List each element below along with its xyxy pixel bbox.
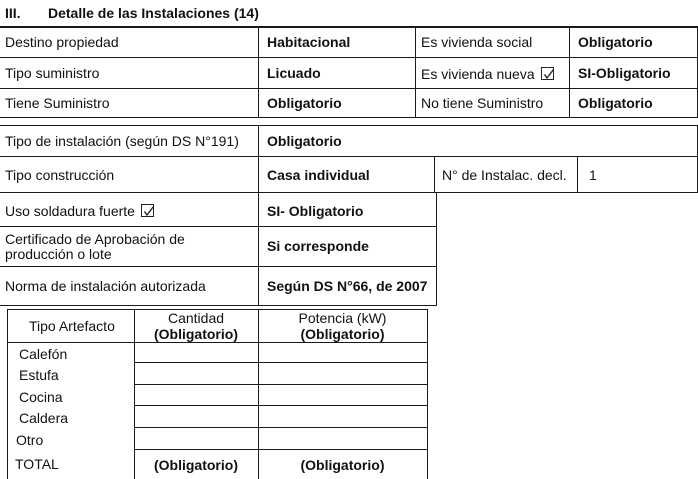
col-header-potencia-line1: Potencia (kW) — [298, 310, 387, 326]
num-instalaciones-value: 1 — [589, 167, 597, 183]
soldadura-label: Uso soldadura fuerte — [5, 203, 135, 219]
tipo-instalacion-value: Obligatorio — [267, 133, 342, 149]
destino-label: Destino propiedad — [5, 34, 119, 50]
col-header-potencia-line2: (Obligatorio) — [300, 326, 385, 342]
checkbox-checked-icon[interactable] — [141, 204, 154, 217]
tipo-construccion-value: Casa individual — [267, 167, 370, 183]
vivienda-nueva-field — [421, 66, 554, 82]
total-potencia: (Obligatorio) — [300, 457, 385, 473]
suministro-label: Tipo suministro — [5, 65, 100, 81]
no-tiene-suministro-label: No tiene Suministro — [421, 95, 544, 111]
col-header-cantidad-line2: (Obligatorio) — [154, 326, 238, 342]
destino-value: Habitacional — [267, 34, 351, 50]
vivienda-social-label: Es vivienda social — [421, 34, 533, 50]
list-item: Cocina — [19, 389, 63, 405]
soldadura-value: SI- Obligatorio — [267, 203, 364, 219]
norma-label: Norma de instalación autorizada — [5, 278, 206, 294]
checkbox-checked-icon[interactable] — [541, 67, 554, 80]
list-item: Calefón — [19, 346, 68, 362]
tipo-instalacion-label: Tipo de instalación (según DS N°191) — [5, 133, 239, 149]
section-title: Detalle de las Instalaciones (14) — [48, 5, 259, 21]
norma-value: Según DS N°66, de 2007 — [267, 278, 428, 294]
tipo-construccion-label: Tipo construcción — [5, 167, 115, 183]
tiene-suministro-value: Obligatorio — [267, 95, 342, 111]
col-header-cantidad-line1: Cantidad — [167, 310, 225, 326]
certificado-label-line2: producción o lote — [5, 246, 112, 262]
list-item: Otro — [16, 432, 44, 448]
vivienda-nueva-value: SI-Obligatorio — [578, 65, 671, 81]
list-item: Caldera — [19, 410, 69, 426]
no-tiene-suministro-value: Obligatorio — [578, 95, 653, 111]
tiene-suministro-label: Tiene Suministro — [5, 95, 110, 111]
suministro-value: Licuado — [267, 65, 321, 81]
certificado-value: Si corresponde — [267, 238, 369, 254]
num-instalaciones-label: N° de Instalac. decl. — [442, 167, 567, 183]
list-item: Estufa — [19, 367, 59, 383]
section-number: III. — [5, 5, 21, 21]
vivienda-social-value: Obligatorio — [578, 34, 653, 50]
certificado-label-line1: Certificado de Aprobación de — [5, 231, 185, 247]
soldadura-field — [5, 203, 154, 219]
col-header-tipo: Tipo Artefacto — [29, 318, 115, 334]
total-label: TOTAL — [15, 456, 59, 472]
vivienda-nueva-label: Es vivienda nueva — [421, 66, 535, 82]
total-cantidad: (Obligatorio) — [154, 457, 238, 473]
